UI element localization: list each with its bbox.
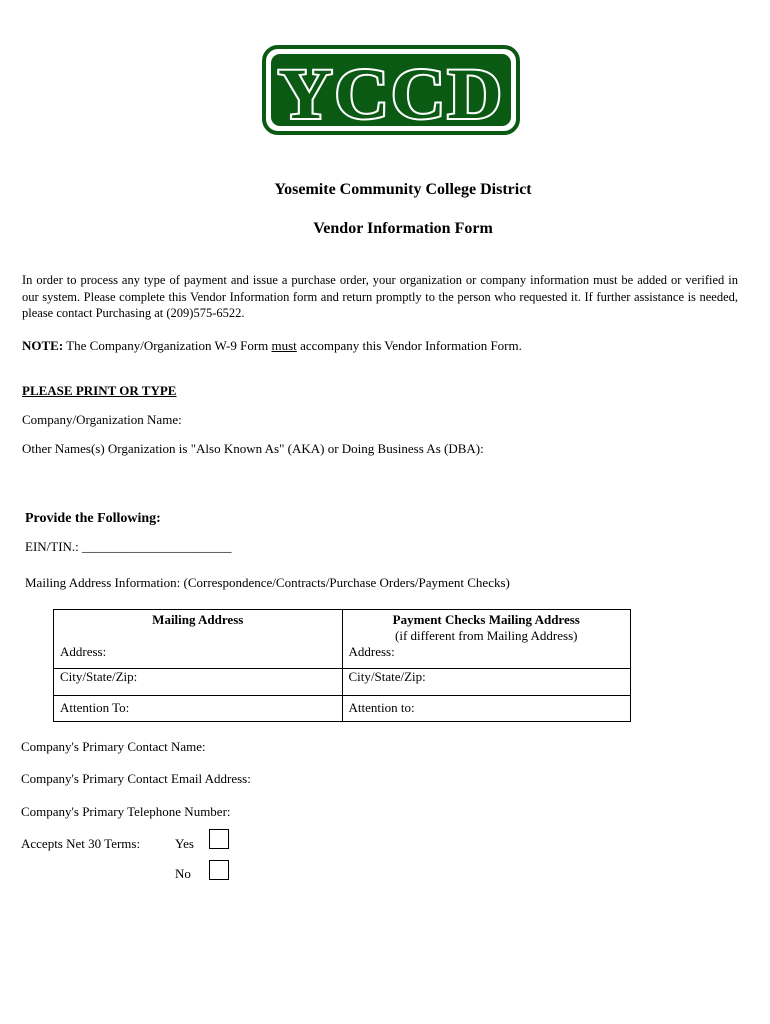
- print-heading: PLEASE PRINT OR TYPE: [22, 383, 177, 398]
- yccd-logo: [262, 45, 520, 135]
- primary-contact-email-field[interactable]: Company's Primary Contact Email Address:: [21, 771, 251, 786]
- company-name-field[interactable]: Company/Organization Name:: [22, 412, 182, 427]
- mailing-info-label: Mailing Address Information: (Correspondence/Contracts/Purchase Orders/Payment Checks): [25, 575, 510, 590]
- note-emphasis: must: [271, 338, 297, 353]
- provide-heading: Provide the Following:: [25, 511, 161, 526]
- primary-telephone-field[interactable]: Company's Primary Telephone Number:: [21, 804, 231, 819]
- mailing-city-state-zip-cell[interactable]: City/State/Zip:: [54, 668, 343, 695]
- net30-yes-label: Yes: [175, 836, 194, 851]
- net30-label: Accepts Net 30 Terms:: [21, 836, 141, 851]
- table-row: [54, 695, 631, 721]
- note-line: [22, 338, 522, 354]
- net30-no-checkbox[interactable]: [209, 860, 229, 880]
- primary-contact-name-field[interactable]: Company's Primary Contact Name:: [21, 739, 206, 754]
- note-text-before: The Company/Organization W-9 Form: [63, 338, 272, 353]
- intro-paragraph: In order to process any type of payment and issue a purchase order, your organization or company information must be added or verified in our system. Please complete this Vendor Information form and return promptly to the person who requested it. If further assistance is needed, please contact Purchasing at (209)575-6522.: [22, 273, 738, 320]
- mailing-attention-cell[interactable]: Attention To:: [54, 695, 343, 721]
- mailing-address-header: [54, 610, 343, 645]
- payment-address-subheader: (if different from Mailing Address): [395, 628, 578, 643]
- note-label: NOTE:: [22, 338, 64, 353]
- payment-address-header-text: Payment Checks Mailing Address: [392, 612, 580, 627]
- address-table-header: [54, 610, 631, 645]
- payment-address-header: [342, 610, 631, 645]
- payment-city-state-zip-cell[interactable]: City/State/Zip:: [342, 668, 631, 695]
- net30-no-label: No: [175, 866, 191, 881]
- form-title: Vendor Information Form: [313, 220, 493, 237]
- ein-field[interactable]: EIN/TIN.: _______________________: [25, 539, 232, 554]
- yccd-logo-graphic: [262, 45, 520, 135]
- payment-address-cell[interactable]: Address:: [342, 644, 631, 668]
- net30-yes-checkbox[interactable]: [209, 829, 229, 849]
- aka-dba-field[interactable]: Other Names(s) Organization is "Also Known As" (AKA) or Doing Business As (DBA):: [22, 441, 484, 456]
- mailing-address-cell[interactable]: Address:: [54, 644, 343, 668]
- district-name: Yosemite Community College District: [274, 181, 532, 198]
- table-row: [54, 644, 631, 668]
- payment-attention-cell[interactable]: Attention to:: [342, 695, 631, 721]
- mailing-address-header-text: Mailing Address: [152, 612, 244, 627]
- table-row: [54, 668, 631, 695]
- address-table: [53, 609, 631, 722]
- logo-text: YCCD: [278, 54, 504, 134]
- note-text-after: accompany this Vendor Information Form.: [296, 338, 522, 353]
